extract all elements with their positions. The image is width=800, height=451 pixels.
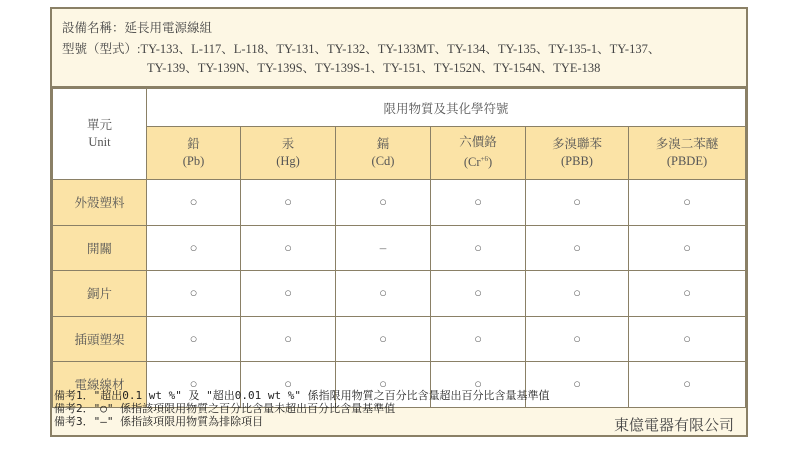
value-cell: ○ (431, 225, 526, 271)
substance-symbol (526, 153, 628, 170)
table-row (53, 225, 746, 271)
unit-header-cell (53, 89, 147, 180)
value-cell: ○ (526, 271, 629, 317)
symbol-end: ) (487, 155, 493, 170)
table-row (53, 316, 746, 362)
value-cell: ○ (336, 271, 431, 317)
value-cell: ○ (431, 271, 526, 317)
model-list-line-2: TY-139、TY-139N、TY-139S、TY-139S-1、TY-151、TY-152N、TY-154N、TYE-138 (147, 61, 601, 75)
substance-name: 鎘 (376, 137, 390, 151)
substance-name: 多溴二苯醚 (655, 137, 719, 151)
unit-cell: 電線線材 (53, 362, 147, 408)
column-header-1 (241, 127, 336, 180)
symbol-text: (PBB) (561, 154, 593, 168)
value-cell: ○ (629, 225, 746, 271)
unit-cell: 銅片 (53, 271, 147, 317)
unit-label: 單元 (86, 118, 112, 132)
column-header-row (53, 127, 746, 180)
value-cell: ○ (526, 225, 629, 271)
rohs-declaration-sheet (50, 7, 748, 437)
symbol-superscript: +6 (480, 155, 488, 164)
value-cell: ○ (629, 316, 746, 362)
value-cell: ○ (336, 180, 431, 226)
value-cell: ○ (629, 271, 746, 317)
substance-symbol (241, 153, 335, 170)
value-cell: ○ (431, 180, 526, 226)
value-cell: ○ (241, 316, 336, 362)
table-row (53, 271, 746, 317)
model-list-line-1: 型號（型式）:TY-133、L-117、L-118、TY-131、TY-132、TY-133MT、TY-134、TY-135、TY-135-1、TY-137、 (62, 42, 661, 56)
note-2: 備考2．"○" 係指該項限用物質之百分比含量未超出百分比含量基準值 (54, 402, 396, 415)
notes (54, 389, 550, 428)
value-cell: ○ (336, 316, 431, 362)
unit-label-en: Unit (88, 135, 111, 149)
value-cell: ○ (241, 362, 336, 408)
unit-cell: 插頭塑架 (53, 316, 147, 362)
column-header-0 (147, 127, 241, 180)
company-name: 東億電器有限公司 (613, 416, 734, 434)
value-cell: ○ (241, 225, 336, 271)
value-cell: – (336, 225, 431, 271)
symbol-text: (Pb) (182, 154, 205, 168)
value-cell: ○ (241, 271, 336, 317)
value-cell: ○ (147, 316, 241, 362)
substance-symbol (629, 153, 745, 170)
value-cell: ○ (147, 362, 241, 408)
value-cell: ○ (336, 362, 431, 408)
symbol-text: (Cr (463, 155, 481, 170)
substance-symbol (336, 153, 430, 170)
substance-name: 六價鉻 (459, 135, 497, 150)
column-header-2 (336, 127, 431, 180)
symbol-text: (PBDE) (666, 154, 708, 168)
substance-name: 鉛 (187, 137, 200, 151)
value-cell: ○ (241, 180, 336, 226)
value-cell: ○ (431, 362, 526, 408)
value-cell: ○ (629, 362, 746, 408)
equipment-name: 設備名稱：延長用電源線組 (62, 21, 213, 35)
substance-symbol (431, 151, 525, 171)
value-cell: ○ (147, 271, 241, 317)
header-section (52, 9, 746, 88)
value-cell: ○ (629, 180, 746, 226)
substance-table (52, 88, 746, 408)
value-cell: ○ (147, 180, 241, 226)
unit-cell: 外殼塑料 (53, 180, 147, 226)
substance-name: 汞 (281, 137, 295, 151)
symbol-text: (Hg) (276, 154, 300, 168)
value-cell: ○ (526, 180, 629, 226)
column-header-4 (526, 127, 629, 180)
substance-symbol (147, 153, 240, 170)
table-row (53, 180, 746, 226)
value-cell: ○ (431, 316, 526, 362)
group-header: 限用物質及其化學符號 (147, 89, 746, 127)
value-cell: ○ (147, 225, 241, 271)
unit-cell: 開關 (53, 225, 147, 271)
value-cell: ○ (526, 362, 629, 408)
substance-name: 多溴聯苯 (551, 137, 602, 151)
note-1: 備考1．"超出0.1 wt %" 及 "超出0.01 wt %" 係指限用物質之百分比含量超出百分比含量基準值 (54, 389, 550, 402)
symbol-text: (Cd) (371, 154, 395, 168)
value-cell: ○ (526, 316, 629, 362)
column-header-5 (629, 127, 746, 180)
column-header-3 (431, 127, 526, 180)
note-3: 備考3．"–" 係指該項限用物質為排除項目 (54, 415, 264, 428)
